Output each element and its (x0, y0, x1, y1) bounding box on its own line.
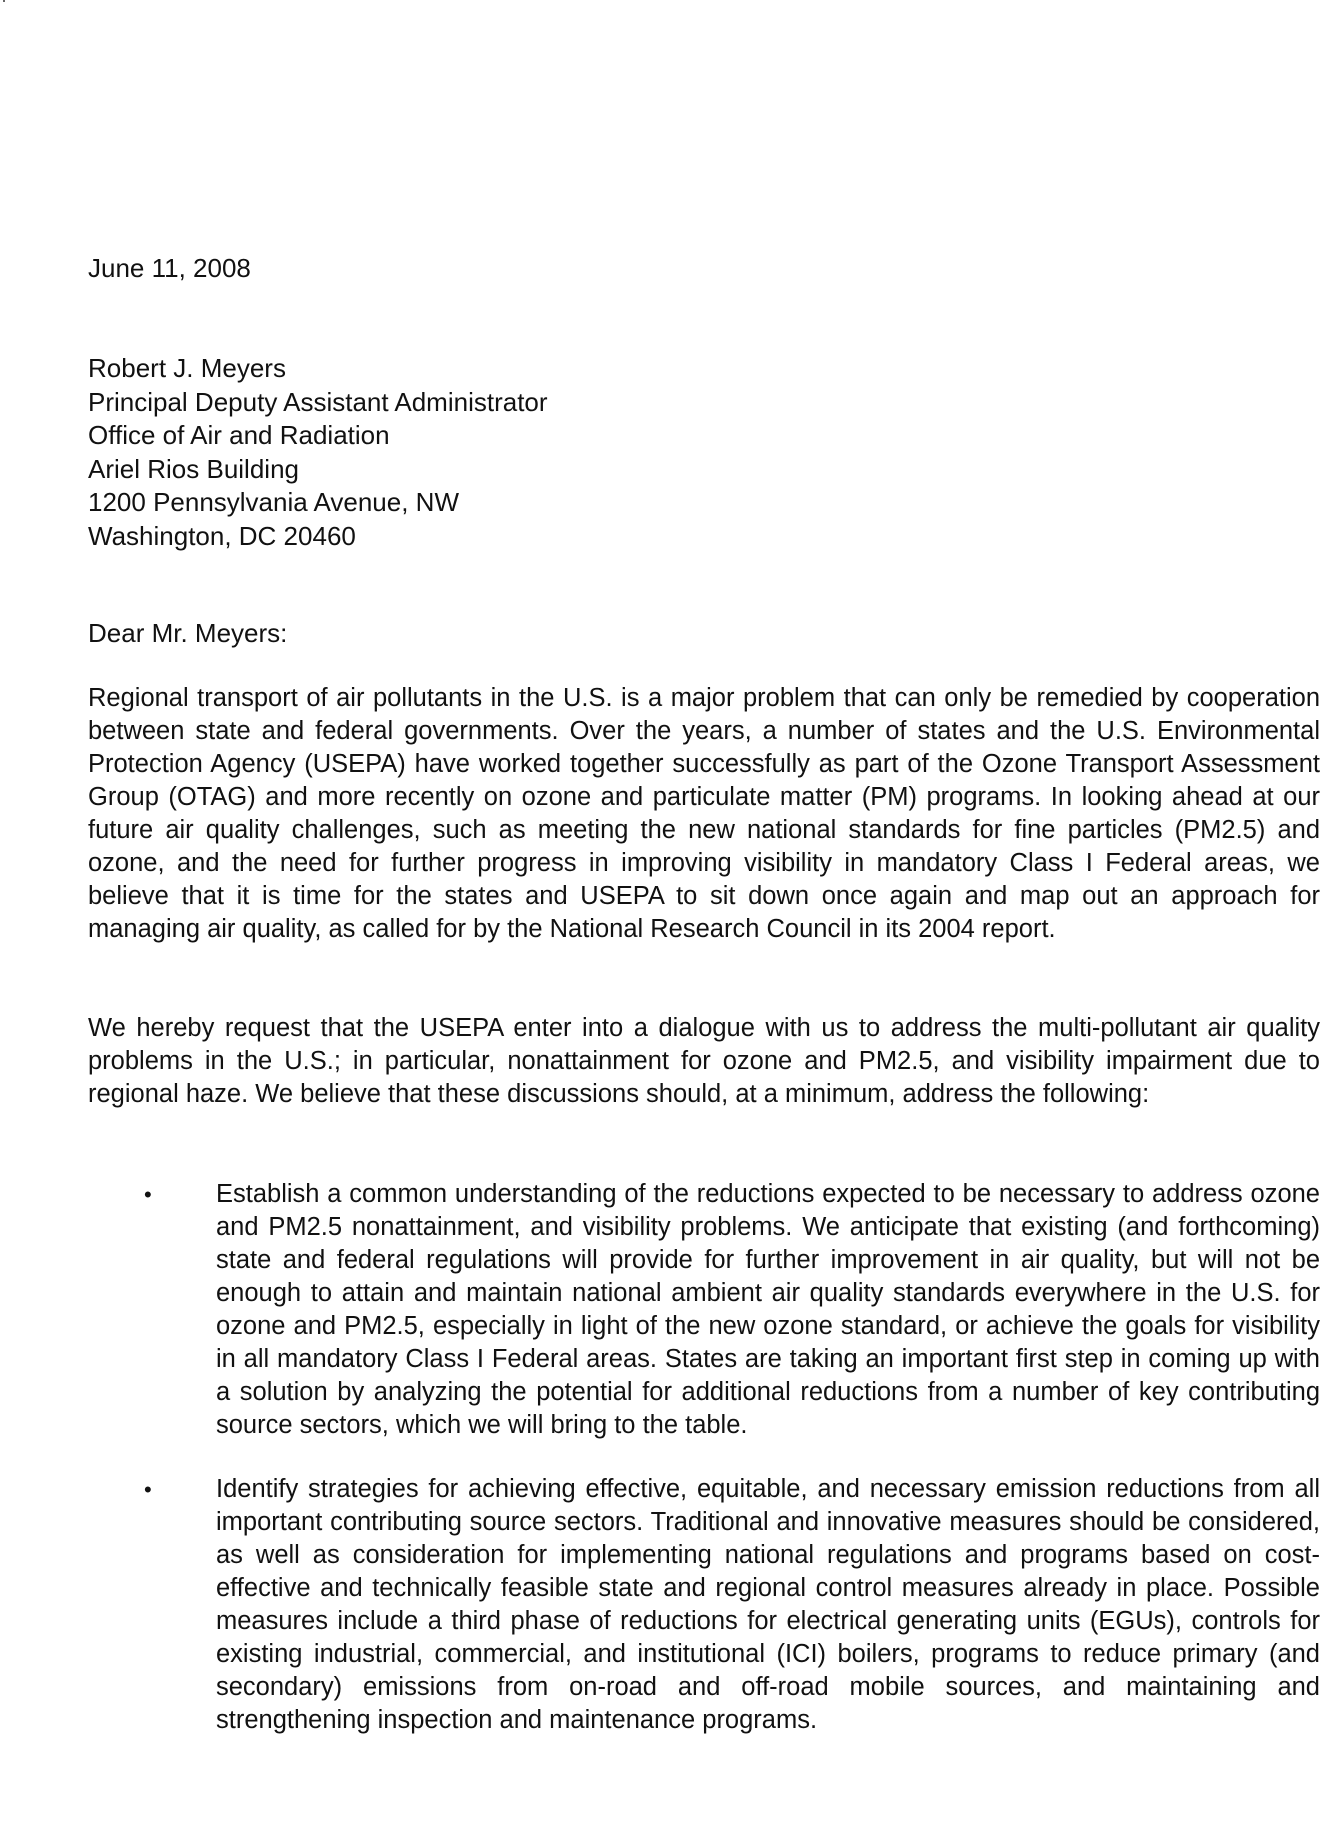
bullet-item (88, 1178, 1320, 1442)
body-paragraph-1: Regional transport of air pollutants in the U.S. is a major problem that can only be remedied by cooperation between state and federal governments. Over the years, a number of states and the U.S. Environmental Protection Agency (USEPA) have worked together successfully as part of the Ozone Transport Assessment Group (OTAG) and more recently on ozone and particulate matter (PM) programs. In looking ahead at our future air quality challenges, such as meeting the new national standards for fine particles (PM2.5) and ozone, and the need for further progress in improving visibility in mandatory Class I Federal areas, we believe that it is time for the states and USEPA to sit down once again and map out an approach for managing air quality, as called for by the National Research Council in its 2004 report. (88, 684, 1320, 943)
recipient-city: Washington, DC 20460 (88, 520, 356, 551)
recipient-building: Ariel Rios Building (88, 453, 299, 484)
bullet-text: Establish a common understanding of the reductions expected to be necessary to address ozone and PM2.5 nonattainment, and visibility problems. We anticipate that existing (and forthcoming) state and federal regulations will provide for further improvement in air quality, but will not be enough to attain and maintain national ambient air quality standards everywhere in the U.S. for ozone and PM2.5, especially in light of the new ozone standard, or achieve the goals for visibility in all mandatory Class I Federal areas. States are taking an important first step in coming up with a solution by analyzing the potential for additional reductions from a number of key contributing source sectors, which we will bring to the table. (216, 1180, 1320, 1439)
recipient-street: 1200 Pennsylvania Avenue, NW (88, 487, 459, 517)
bullet-item (88, 1473, 1320, 1737)
recipient-office: Office of Air and Radiation (88, 420, 390, 450)
bullet-list (88, 1178, 1320, 1768)
bullet-text: Identify strategies for achieving effective, equitable, and necessary emission reductions from all important contributing source sectors. Traditional and innovative measures should be considered, as well as consideration for implementing national regulations and programs based on cost-effective and technically feasible state and regional control measures already in place. Possible measures include a third phase of reductions for electrical generating units (EGUs), controls for existing industrial, commercial, and institutional (ICI) boilers, programs to reduce primary (and secondary) emissions from on-road and off-road mobile sources, and maintaining and strengthening inspection and maintenance programs. (216, 1475, 1320, 1734)
body-paragraph-2: We hereby request that the USEPA enter into a dialogue with us to address the multi-pollutant air quality problems in the U.S.; in particular, nonattainment for ozone and PM2.5, and visibility impairment due to regional haze. We believe that these discussions should, at a minimum, address the following: (88, 1014, 1320, 1108)
recipient-title: Principal Deputy Assistant Administrator (88, 386, 548, 417)
scan-speck (3, 0, 5, 2)
salutation: Dear Mr. Meyers: (88, 618, 288, 648)
bullet-icon: • (144, 1477, 152, 1502)
recipient-name: Robert J. Meyers (88, 353, 286, 383)
recipient-address (88, 352, 548, 553)
letter-date: June 11, 2008 (88, 253, 251, 283)
bullet-icon: • (144, 1182, 152, 1207)
